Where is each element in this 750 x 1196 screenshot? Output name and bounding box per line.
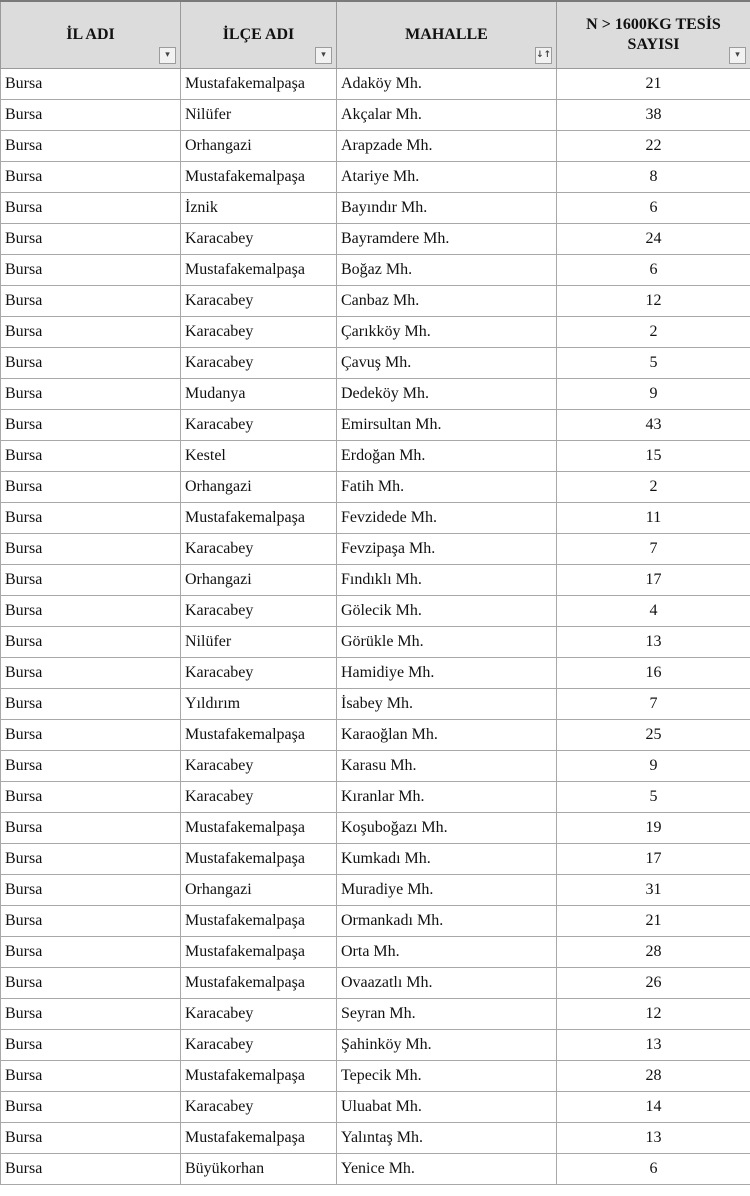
cell-mahalle[interactable]: Arapzade Mh.: [337, 131, 557, 162]
cell-il[interactable]: Bursa: [1, 937, 181, 968]
cell-ilce[interactable]: İznik: [181, 193, 337, 224]
cell-tesis-sayisi[interactable]: 9: [557, 379, 750, 410]
cell-tesis-sayisi[interactable]: 13: [557, 627, 750, 658]
cell-mahalle[interactable]: Kumkadı Mh.: [337, 844, 557, 875]
cell-il[interactable]: Bursa: [1, 317, 181, 348]
table-row: [1, 813, 750, 844]
table-row: [1, 534, 750, 565]
column-header-il-adi[interactable]: [1, 1, 181, 69]
cell-ilce[interactable]: Mustafakemalpaşa: [181, 162, 337, 193]
cell-tesis-sayisi[interactable]: 28: [557, 937, 750, 968]
table-row: [1, 69, 750, 100]
cell-tesis-sayisi[interactable]: 17: [557, 844, 750, 875]
cell-ilce[interactable]: Mustafakemalpaşa: [181, 69, 337, 100]
cell-tesis-sayisi[interactable]: 7: [557, 689, 750, 720]
cell-mahalle[interactable]: Kıranlar Mh.: [337, 782, 557, 813]
cell-ilce[interactable]: Orhangazi: [181, 131, 337, 162]
column-header-label: MAHALLE: [405, 26, 488, 43]
cell-il[interactable]: Bursa: [1, 1154, 181, 1185]
cell-mahalle[interactable]: Boğaz Mh.: [337, 255, 557, 286]
cell-tesis-sayisi[interactable]: 5: [557, 348, 750, 379]
cell-il[interactable]: Bursa: [1, 224, 181, 255]
cell-tesis-sayisi[interactable]: 12: [557, 286, 750, 317]
dropdown-arrow-icon[interactable]: ▾: [315, 47, 332, 64]
column-header-label: İLÇE ADI: [222, 26, 295, 43]
cell-ilce[interactable]: Karacabey: [181, 348, 337, 379]
cell-il[interactable]: Bursa: [1, 1123, 181, 1154]
table-row: [1, 162, 750, 193]
cell-mahalle[interactable]: Yalıntaş Mh.: [337, 1123, 557, 1154]
cell-tesis-sayisi[interactable]: 38: [557, 100, 750, 131]
cell-il[interactable]: Bursa: [1, 782, 181, 813]
cell-tesis-sayisi[interactable]: 9: [557, 751, 750, 782]
table-row: [1, 1092, 750, 1123]
cell-tesis-sayisi[interactable]: 8: [557, 162, 750, 193]
cell-mahalle[interactable]: Canbaz Mh.: [337, 286, 557, 317]
cell-tesis-sayisi[interactable]: 31: [557, 875, 750, 906]
filter-active-icon[interactable]: ▾: [159, 47, 176, 64]
table-row: [1, 999, 750, 1030]
cell-ilce[interactable]: Orhangazi: [181, 565, 337, 596]
cell-mahalle[interactable]: Emirsultan Mh.: [337, 410, 557, 441]
table-row: [1, 875, 750, 906]
cell-il[interactable]: Bursa: [1, 410, 181, 441]
cell-tesis-sayisi[interactable]: 15: [557, 441, 750, 472]
cell-tesis-sayisi[interactable]: 13: [557, 1030, 750, 1061]
cell-il[interactable]: Bursa: [1, 69, 181, 100]
cell-il[interactable]: Bursa: [1, 255, 181, 286]
cell-tesis-sayisi[interactable]: 16: [557, 658, 750, 689]
column-header-tesis-sayisi[interactable]: [557, 1, 750, 69]
table-row: [1, 1123, 750, 1154]
cell-mahalle[interactable]: Görükle Mh.: [337, 627, 557, 658]
cell-tesis-sayisi[interactable]: 6: [557, 1154, 750, 1185]
table-row: [1, 472, 750, 503]
cell-ilce[interactable]: Karacabey: [181, 410, 337, 441]
cell-tesis-sayisi[interactable]: 24: [557, 224, 750, 255]
cell-mahalle[interactable]: Uluabat Mh.: [337, 1092, 557, 1123]
cell-mahalle[interactable]: Fatih Mh.: [337, 472, 557, 503]
cell-ilce[interactable]: Yıldırım: [181, 689, 337, 720]
cell-tesis-sayisi[interactable]: 2: [557, 472, 750, 503]
cell-il[interactable]: Bursa: [1, 131, 181, 162]
cell-tesis-sayisi[interactable]: 25: [557, 720, 750, 751]
cell-mahalle[interactable]: Orta Mh.: [337, 937, 557, 968]
cell-il[interactable]: Bursa: [1, 999, 181, 1030]
cell-mahalle[interactable]: Akçalar Mh.: [337, 100, 557, 131]
table-row: [1, 906, 750, 937]
table-row: [1, 937, 750, 968]
cell-mahalle[interactable]: Çarıkköy Mh.: [337, 317, 557, 348]
cell-ilce[interactable]: Karacabey: [181, 286, 337, 317]
table-row: [1, 348, 750, 379]
table-row: [1, 224, 750, 255]
cell-il[interactable]: Bursa: [1, 441, 181, 472]
cell-ilce[interactable]: Mustafakemalpaşa: [181, 906, 337, 937]
cell-ilce[interactable]: Mustafakemalpaşa: [181, 503, 337, 534]
table-row: [1, 689, 750, 720]
cell-ilce[interactable]: Mudanya: [181, 379, 337, 410]
cell-mahalle[interactable]: Seyran Mh.: [337, 999, 557, 1030]
table-row: [1, 720, 750, 751]
cell-ilce[interactable]: Mustafakemalpaşa: [181, 968, 337, 999]
table-row: [1, 410, 750, 441]
table-row: [1, 968, 750, 999]
cell-il[interactable]: Bursa: [1, 1092, 181, 1123]
cell-mahalle[interactable]: İsabey Mh.: [337, 689, 557, 720]
cell-tesis-sayisi[interactable]: 19: [557, 813, 750, 844]
table-row: [1, 658, 750, 689]
header-row: [1, 1, 750, 69]
cell-il[interactable]: Bursa: [1, 596, 181, 627]
cell-il[interactable]: Bursa: [1, 286, 181, 317]
cell-mahalle[interactable]: Fevzidede Mh.: [337, 503, 557, 534]
cell-mahalle[interactable]: Bayındır Mh.: [337, 193, 557, 224]
cell-mahalle[interactable]: Şahinköy Mh.: [337, 1030, 557, 1061]
cell-tesis-sayisi[interactable]: 6: [557, 255, 750, 286]
cell-il[interactable]: Bursa: [1, 720, 181, 751]
cell-il[interactable]: Bursa: [1, 1030, 181, 1061]
cell-mahalle[interactable]: Dedeköy Mh.: [337, 379, 557, 410]
table-row: [1, 1030, 750, 1061]
table-row: [1, 193, 750, 224]
cell-ilce[interactable]: Mustafakemalpaşa: [181, 1061, 337, 1092]
cell-tesis-sayisi[interactable]: 12: [557, 999, 750, 1030]
cell-ilce[interactable]: Karacabey: [181, 1092, 337, 1123]
table-row: [1, 379, 750, 410]
cell-il[interactable]: Bursa: [1, 875, 181, 906]
cell-ilce[interactable]: Karacabey: [181, 658, 337, 689]
dropdown-arrow-icon[interactable]: ▾: [729, 47, 746, 64]
cell-mahalle[interactable]: Bayramdere Mh.: [337, 224, 557, 255]
cell-mahalle[interactable]: Yenice Mh.: [337, 1154, 557, 1185]
table-row: [1, 503, 750, 534]
column-header-label: İL ADI: [66, 26, 115, 43]
cell-ilce[interactable]: Kestel: [181, 441, 337, 472]
table-row: [1, 131, 750, 162]
cell-mahalle[interactable]: Çavuş Mh.: [337, 348, 557, 379]
cell-tesis-sayisi[interactable]: 13: [557, 1123, 750, 1154]
table-row: [1, 100, 750, 131]
cell-tesis-sayisi[interactable]: 21: [557, 906, 750, 937]
cell-mahalle[interactable]: Koşuboğazı Mh.: [337, 813, 557, 844]
cell-il[interactable]: Bursa: [1, 844, 181, 875]
cell-mahalle[interactable]: Gölecik Mh.: [337, 596, 557, 627]
table-row: [1, 565, 750, 596]
cell-mahalle[interactable]: Hamidiye Mh.: [337, 658, 557, 689]
cell-il[interactable]: Bursa: [1, 503, 181, 534]
cell-mahalle[interactable]: Ovaazatlı Mh.: [337, 968, 557, 999]
cell-ilce[interactable]: Mustafakemalpaşa: [181, 720, 337, 751]
cell-ilce[interactable]: Karacabey: [181, 317, 337, 348]
cell-il[interactable]: Bursa: [1, 565, 181, 596]
table-row: [1, 286, 750, 317]
cell-ilce[interactable]: Karacabey: [181, 534, 337, 565]
column-header-mahalle[interactable]: [337, 1, 557, 69]
cell-il[interactable]: Bursa: [1, 472, 181, 503]
table-row: [1, 317, 750, 348]
cell-mahalle[interactable]: Tepecik Mh.: [337, 1061, 557, 1092]
cell-tesis-sayisi[interactable]: 14: [557, 1092, 750, 1123]
cell-il[interactable]: Bursa: [1, 348, 181, 379]
cell-ilce[interactable]: Nilüfer: [181, 100, 337, 131]
cell-mahalle[interactable]: Atariye Mh.: [337, 162, 557, 193]
cell-ilce[interactable]: Mustafakemalpaşa: [181, 813, 337, 844]
cell-il[interactable]: Bursa: [1, 689, 181, 720]
cell-mahalle[interactable]: Adaköy Mh.: [337, 69, 557, 100]
cell-ilce[interactable]: Mustafakemalpaşa: [181, 937, 337, 968]
cell-ilce[interactable]: Karacabey: [181, 751, 337, 782]
cell-ilce[interactable]: Karacabey: [181, 596, 337, 627]
cell-il[interactable]: Bursa: [1, 534, 181, 565]
table-row: [1, 1061, 750, 1092]
cell-tesis-sayisi[interactable]: 4: [557, 596, 750, 627]
cell-il[interactable]: Bursa: [1, 1061, 181, 1092]
cell-mahalle[interactable]: Muradiye Mh.: [337, 875, 557, 906]
table-row: [1, 441, 750, 472]
column-header-ilce-adi[interactable]: [181, 1, 337, 69]
cell-ilce[interactable]: Orhangazi: [181, 875, 337, 906]
cell-il[interactable]: Bursa: [1, 813, 181, 844]
cell-tesis-sayisi[interactable]: 28: [557, 1061, 750, 1092]
cell-il[interactable]: Bursa: [1, 162, 181, 193]
cell-il[interactable]: Bursa: [1, 379, 181, 410]
table-row: [1, 255, 750, 286]
cell-tesis-sayisi[interactable]: 7: [557, 534, 750, 565]
cell-ilce[interactable]: Karacabey: [181, 999, 337, 1030]
cell-tesis-sayisi[interactable]: 43: [557, 410, 750, 441]
cell-ilce[interactable]: Karacabey: [181, 224, 337, 255]
table-row: [1, 782, 750, 813]
table-row: [1, 844, 750, 875]
cell-mahalle[interactable]: Ormankadı Mh.: [337, 906, 557, 937]
cell-il[interactable]: Bursa: [1, 751, 181, 782]
cell-tesis-sayisi[interactable]: 26: [557, 968, 750, 999]
cell-tesis-sayisi[interactable]: 2: [557, 317, 750, 348]
cell-ilce[interactable]: Orhangazi: [181, 472, 337, 503]
cell-ilce[interactable]: Nilüfer: [181, 627, 337, 658]
cell-tesis-sayisi[interactable]: 6: [557, 193, 750, 224]
cell-ilce[interactable]: Karacabey: [181, 782, 337, 813]
cell-il[interactable]: Bursa: [1, 627, 181, 658]
cell-tesis-sayisi[interactable]: 21: [557, 69, 750, 100]
table-row: [1, 627, 750, 658]
cell-tesis-sayisi[interactable]: 17: [557, 565, 750, 596]
cell-il[interactable]: Bursa: [1, 968, 181, 999]
cell-il[interactable]: Bursa: [1, 658, 181, 689]
cell-il[interactable]: Bursa: [1, 100, 181, 131]
cell-ilce[interactable]: Büyükorhan: [181, 1154, 337, 1185]
cell-il[interactable]: Bursa: [1, 193, 181, 224]
table-row: [1, 751, 750, 782]
cell-mahalle[interactable]: Fındıklı Mh.: [337, 565, 557, 596]
column-header-label: N > 1600KG TESİS SAYISI: [586, 16, 721, 53]
cell-mahalle[interactable]: Fevzipaşa Mh.: [337, 534, 557, 565]
cell-tesis-sayisi[interactable]: 11: [557, 503, 750, 534]
table-row: [1, 596, 750, 627]
cell-tesis-sayisi[interactable]: 22: [557, 131, 750, 162]
cell-ilce[interactable]: Mustafakemalpaşa: [181, 255, 337, 286]
table-row: [1, 1154, 750, 1185]
sort-icon[interactable]: ↓↑: [535, 47, 552, 64]
cell-il[interactable]: Bursa: [1, 906, 181, 937]
cell-ilce[interactable]: Karacabey: [181, 1030, 337, 1061]
cell-mahalle[interactable]: Karaoğlan Mh.: [337, 720, 557, 751]
cell-ilce[interactable]: Mustafakemalpaşa: [181, 1123, 337, 1154]
cell-tesis-sayisi[interactable]: 5: [557, 782, 750, 813]
cell-mahalle[interactable]: Erdoğan Mh.: [337, 441, 557, 472]
cell-mahalle[interactable]: Karasu Mh.: [337, 751, 557, 782]
cell-ilce[interactable]: Mustafakemalpaşa: [181, 844, 337, 875]
